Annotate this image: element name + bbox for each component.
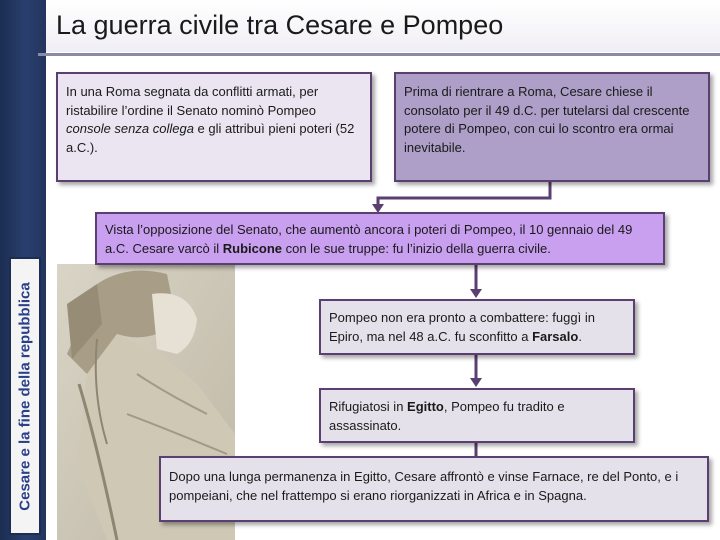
connector-consulate-rubicon [378,182,550,206]
box-senate: In una Roma segnata da conflitti armati, per ristabilire l’ordine il Senato nominò Pompeo console senza collega e gli attribuì pieni poteri (52 a.C.). [56,72,372,182]
box-consulate: Prima di rientrare a Roma, Cesare chiese il consolato per il 49 d.C. per tutelarsi dal crescente potere di Pompeo, con cui lo scontro era ormai inevitabile. [394,72,710,182]
arrowhead [470,378,482,387]
arrowhead [470,289,482,298]
box-rubicon: Vista l’opposizione del Senato, che aumentò ancora i poteri di Pompeo, il 10 gennaio del 49 a.C. Cesare varcò il Rubicone con le sue truppe: fu l’inizio della guerra civile. [95,212,665,265]
slide-title: La guerra civile tra Cesare e Pompeo [56,10,504,40]
box-egypt: Rifugiatosi in Egitto, Pompeo fu tradito e assassinato. [319,388,635,443]
sidebar-label: Cesare e la fine della repubblica [16,281,34,511]
box-pharsalus: Pompeo non era pronto a combattere: fuggì in Epiro, ma nel 48 a.C. fu sconfitto a Farsalo. [319,299,635,355]
box-final: Dopo una lunga permanenza in Egitto, Cesare affrontò e vinse Farnace, re del Ponto, e i pompeiani, che nel frattempo si erano riorganizzati in Africa e in Spagna. [159,456,709,522]
